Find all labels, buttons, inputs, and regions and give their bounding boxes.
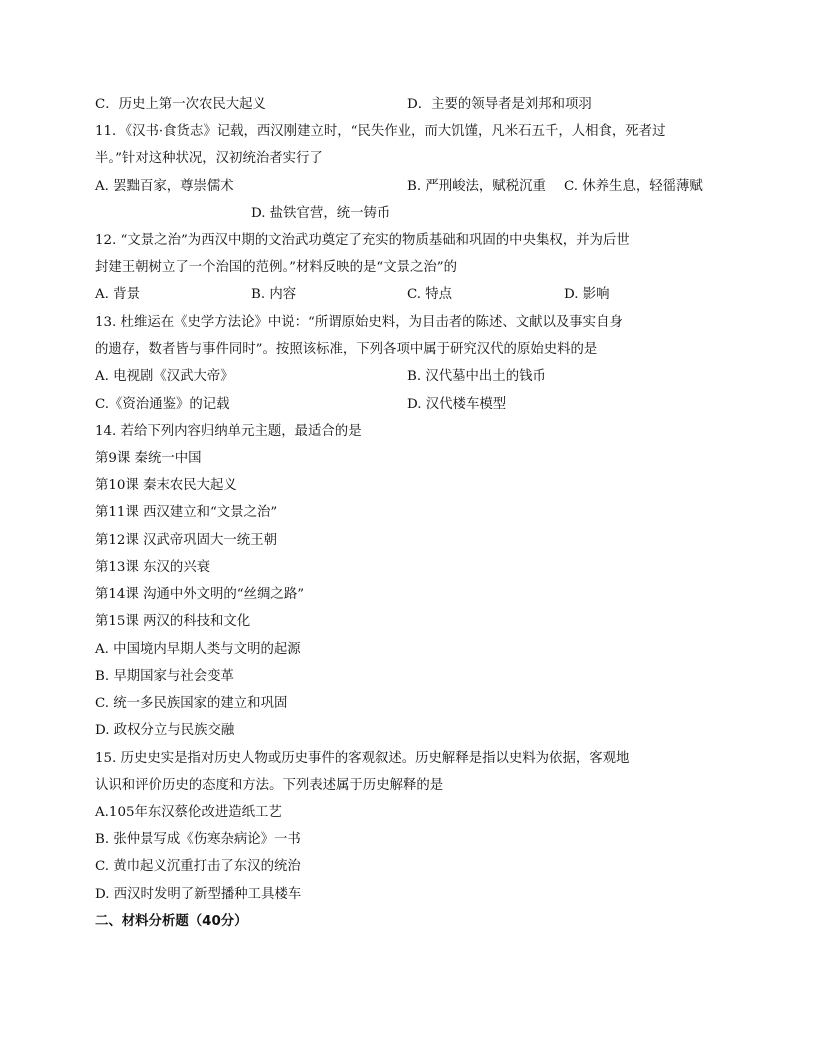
- q12-stem-line1: 12. “文景之治”为西汉中期的文治武功奠定了充实的物质基础和巩固的中央集权，并为后世: [95, 233, 630, 248]
- q11-stem-line1: 11．《汉书·食货志》记载，西汉刚建立时，“民失作业，而大饥馑，凡米石五千，人相食，死者过: [95, 124, 666, 139]
- section-heading: 二、材料分析题（40分）: [95, 914, 248, 929]
- q13-option-c: C.《资治通鉴》的记载: [95, 397, 230, 412]
- q11-option-a: A. 罢黜百家，尊崇儒术: [95, 179, 234, 194]
- q14-lesson-item: 第11课 西汉建立和“文景之治”: [95, 505, 278, 520]
- q15-option-a: A.105年东汉蔡伦改进造纸工艺: [95, 805, 282, 820]
- q14-option-b: B. 早期国家与社会变革: [95, 669, 234, 684]
- q13-stem-line1: 13. 杜维运在《史学方法论》中说：“所谓原始史料，为目击者的陈述、文献以及事实自身: [95, 315, 623, 330]
- q11-option-c: C. 休养生息，轻徭薄赋: [564, 179, 703, 194]
- q14-option-a: A. 中国境内早期人类与文明的起源: [95, 642, 301, 657]
- q13-option-d: D. 汉代楼车模型: [407, 397, 507, 412]
- q15-stem-line2: 认识和评价历史的态度和方法。下列表述属于历史解释的是: [95, 778, 444, 793]
- q12-option-b: B. 内容: [251, 287, 297, 302]
- q12-option-a: A. 背景: [95, 287, 140, 302]
- q14-lesson-item: 第9课 秦统一中国: [95, 451, 202, 466]
- q12-option-c: C. 特点: [407, 287, 453, 302]
- q15-option-b: B. 张仲景写成《伤寒杂病论》一书: [95, 832, 301, 847]
- q11-option-b: B. 严刑峻法，赋税沉重: [407, 179, 546, 194]
- q14-lesson-item: 第12课 汉武帝巩固大一统王朝: [95, 533, 277, 548]
- q10-option-d: D．主要的领导者是刘邦和项羽: [407, 97, 592, 112]
- q14-lesson-item: 第14课 沟通中外文明的“丝绸之路”: [95, 587, 305, 602]
- q10-option-c: C．历史上第一次农民大起义: [95, 97, 266, 112]
- q11-stem-line2: 半。”针对这种状况，汉初统治者实行了: [95, 151, 323, 166]
- q15-stem-line1: 15. 历史史实是指对历史人物或历史事件的客观叙述。历史解释是指以史料为依据，客观地: [95, 751, 630, 766]
- q15-option-d: D. 西汉时发明了新型播种工具楼车: [95, 887, 302, 902]
- q11-option-d: D. 盐铁官营，统一铸币: [251, 206, 391, 221]
- q15-option-c: C. 黄巾起义沉重打击了东汉的统治: [95, 859, 301, 874]
- q12-stem-line2: 封建王朝树立了一个治国的范例。”材料反映的是“文景之治”的: [95, 260, 457, 275]
- q13-stem-line2: 的遗存，数者皆与事件同时”。按照该标准，下列各项中属于研究汉代的原始史料的是: [95, 342, 598, 357]
- q14-lesson-item: 第13课 东汉的兴衰: [95, 560, 211, 575]
- q14-option-c: C. 统一多民族国家的建立和巩固: [95, 696, 288, 711]
- q14-lesson-item: 第10课 秦末农民大起义: [95, 478, 237, 493]
- q14-stem: 14. 若给下列内容归纳单元主题，最适合的是: [95, 424, 362, 439]
- q14-option-d: D. 政权分立与民族交融: [95, 723, 235, 738]
- q14-lesson-item: 第15课 两汉的科技和文化: [95, 614, 251, 629]
- q12-option-d: D. 影响: [564, 287, 610, 302]
- q13-option-b: B. 汉代墓中出土的钱币: [407, 369, 546, 384]
- q13-option-a: A. 电视剧《汉武大帝》: [95, 369, 234, 384]
